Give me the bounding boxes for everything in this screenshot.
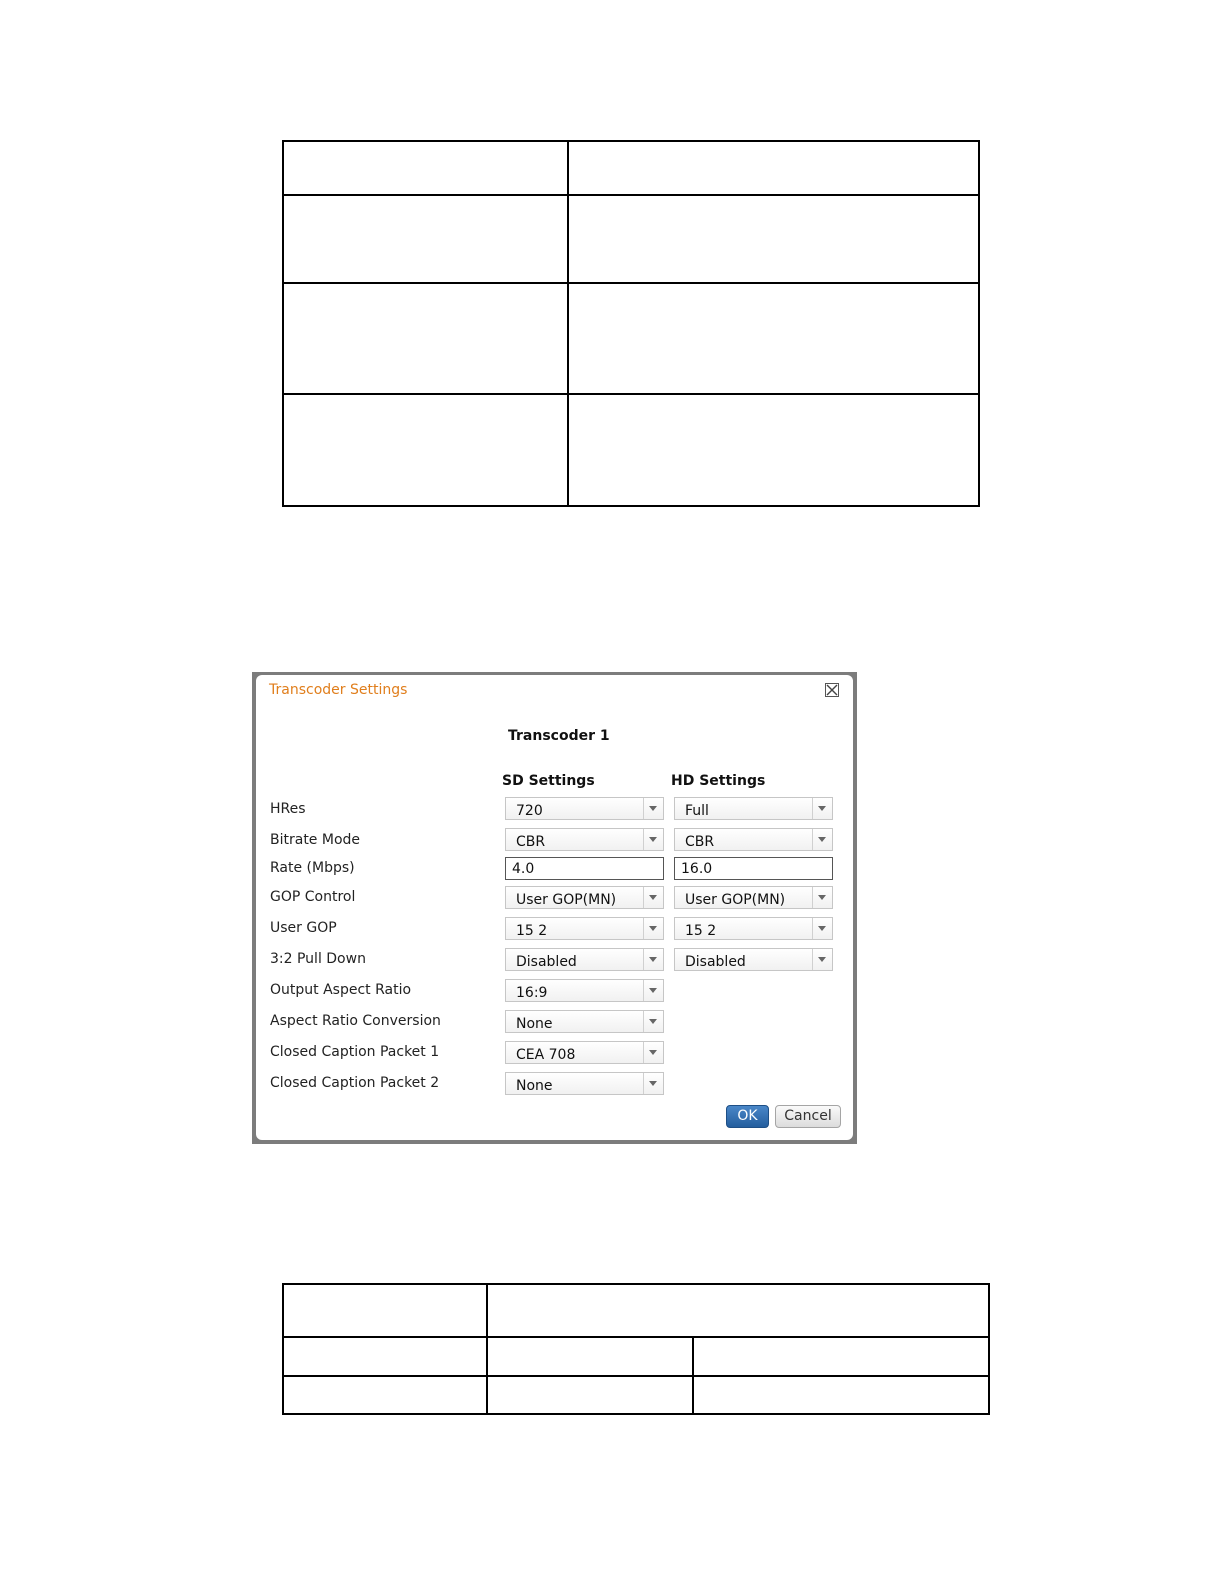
select-value: None — [516, 1016, 553, 1032]
sd-gop-control-select[interactable] — [505, 886, 664, 909]
table-row — [283, 195, 979, 283]
closed-caption-1-label: Closed Caption Packet 1 — [270, 1044, 440, 1060]
ok-button[interactable]: OK — [726, 1105, 769, 1128]
select-value: 15 2 — [516, 923, 548, 939]
table-row — [283, 1284, 989, 1337]
chevron-down-icon — [643, 1073, 663, 1094]
table-cell — [283, 141, 568, 195]
bottom-table — [282, 1283, 990, 1415]
select-value: Disabled — [516, 954, 577, 970]
user-gop-label: User GOP — [270, 920, 337, 936]
chevron-down-icon — [643, 829, 663, 850]
select-value: User GOP(MN) — [685, 892, 786, 908]
chevron-down-icon — [812, 887, 832, 908]
select-value: Disabled — [685, 954, 746, 970]
sd-output-aspect-ratio-select[interactable] — [505, 979, 664, 1002]
chevron-down-icon — [812, 918, 832, 939]
select-value: None — [516, 1078, 553, 1094]
table-cell — [283, 195, 568, 283]
pull-down-label: 3:2 Pull Down — [270, 951, 366, 967]
hd-settings-heading: HD Settings — [671, 773, 766, 789]
table-cell — [487, 1284, 989, 1337]
closed-caption-2-label: Closed Caption Packet 2 — [270, 1075, 440, 1091]
chevron-down-icon — [643, 918, 663, 939]
hd-hres-select[interactable] — [674, 797, 833, 820]
table-cell — [693, 1376, 989, 1414]
aspect-ratio-conversion-label: Aspect Ratio Conversion — [270, 1013, 441, 1029]
table-cell — [568, 141, 979, 195]
chevron-down-icon — [643, 887, 663, 908]
select-value: CBR — [685, 834, 715, 850]
table-row — [283, 394, 979, 506]
gop-control-label: GOP Control — [270, 889, 356, 905]
table-cell — [487, 1376, 693, 1414]
hd-bitrate-mode-select[interactable] — [674, 828, 833, 851]
chevron-down-icon — [643, 1011, 663, 1032]
hd-pull-down-select[interactable] — [674, 948, 833, 971]
dialog-title: Transcoder Settings — [269, 682, 408, 698]
select-value: 720 — [516, 803, 543, 819]
hd-rate-input[interactable] — [674, 857, 833, 880]
table-cell — [693, 1337, 989, 1376]
table-row — [283, 1337, 989, 1376]
sd-closed-caption-1-select[interactable] — [505, 1041, 664, 1064]
output-aspect-ratio-label: Output Aspect Ratio — [270, 982, 412, 998]
chevron-down-icon — [643, 980, 663, 1001]
table-row — [283, 283, 979, 394]
chevron-down-icon — [643, 1042, 663, 1063]
chevron-down-icon — [812, 798, 832, 819]
sd-hres-select[interactable] — [505, 797, 664, 820]
chevron-down-icon — [643, 949, 663, 970]
chevron-down-icon — [643, 798, 663, 819]
bitrate-mode-label: Bitrate Mode — [270, 832, 361, 848]
sd-pull-down-select[interactable] — [505, 948, 664, 971]
table-cell — [283, 1337, 487, 1376]
table-row — [283, 141, 979, 195]
select-value: CEA 708 — [516, 1047, 576, 1063]
close-icon[interactable] — [825, 683, 839, 697]
table-cell — [283, 283, 568, 394]
chevron-down-icon — [812, 949, 832, 970]
table-cell — [568, 195, 979, 283]
table-cell — [283, 1284, 487, 1337]
hd-gop-control-select[interactable] — [674, 886, 833, 909]
select-value: 16:9 — [516, 985, 548, 1001]
sd-bitrate-mode-select[interactable] — [505, 828, 664, 851]
hd-user-gop-select[interactable] — [674, 917, 833, 940]
chevron-down-icon — [812, 829, 832, 850]
sd-user-gop-select[interactable] — [505, 917, 664, 940]
select-value: CBR — [516, 834, 546, 850]
select-value: 15 2 — [685, 923, 717, 939]
top-table — [282, 140, 980, 507]
rate-label: Rate (Mbps) — [270, 860, 355, 876]
hres-label: HRes — [270, 801, 306, 817]
sd-closed-caption-2-select[interactable] — [505, 1072, 664, 1095]
table-cell — [568, 394, 979, 506]
transcoder-heading: Transcoder 1 — [508, 728, 610, 744]
table-cell — [568, 283, 979, 394]
sd-settings-heading: SD Settings — [502, 773, 595, 789]
sd-aspect-ratio-conversion-select[interactable] — [505, 1010, 664, 1033]
transcoder-settings-dialog — [256, 675, 853, 1140]
cancel-button[interactable]: Cancel — [775, 1105, 841, 1128]
select-value: Full — [685, 803, 709, 819]
select-value: User GOP(MN) — [516, 892, 617, 908]
table-cell — [487, 1337, 693, 1376]
table-cell — [283, 1376, 487, 1414]
input-value: 4.0 — [512, 861, 535, 877]
sd-rate-input[interactable] — [505, 857, 664, 880]
input-value: 16.0 — [681, 861, 713, 877]
table-cell — [283, 394, 568, 506]
table-row — [283, 1376, 989, 1414]
